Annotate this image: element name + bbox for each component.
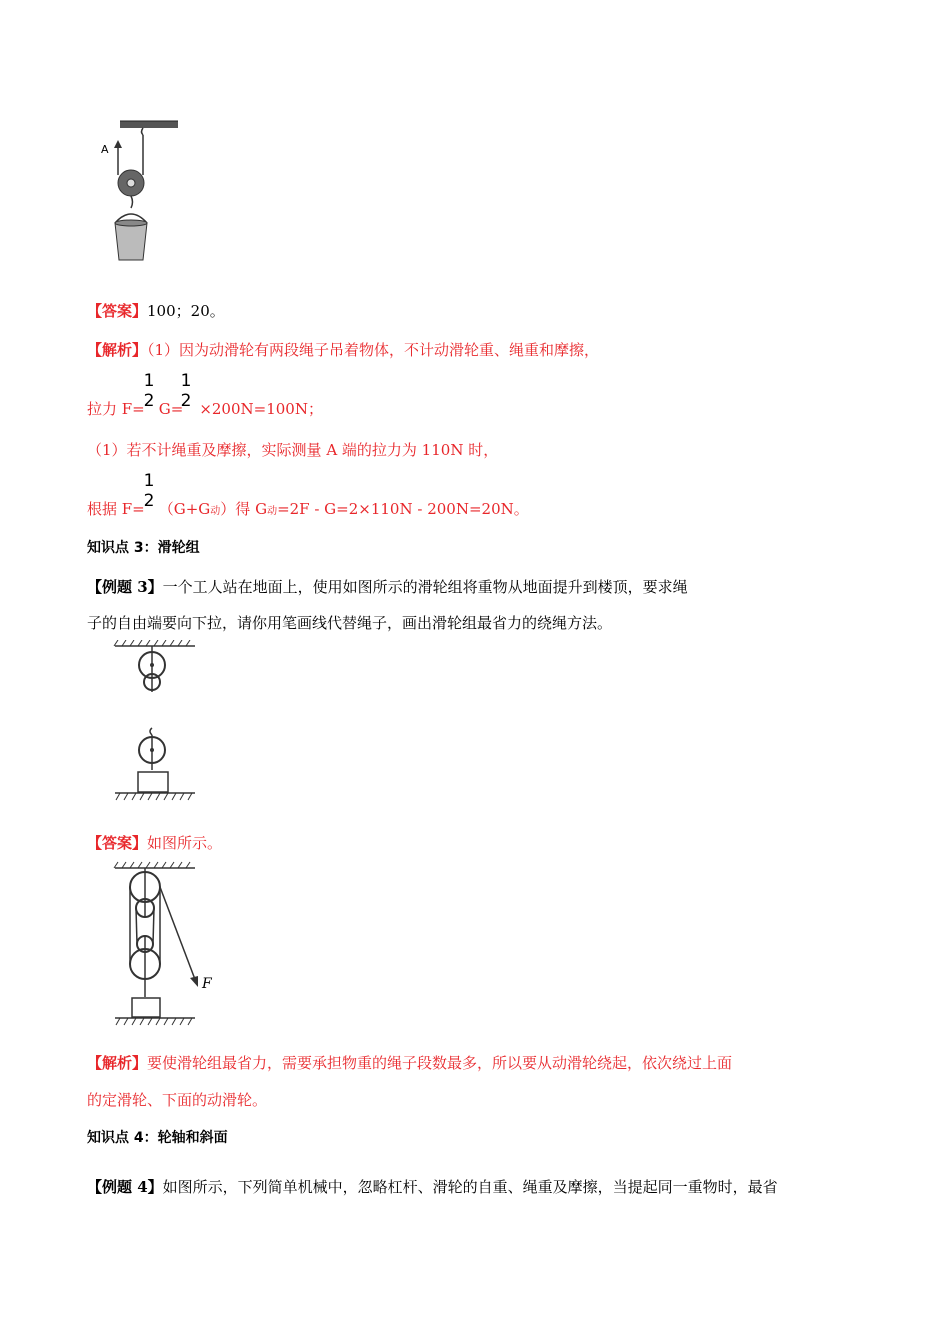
example-3-line-1 — [87, 577, 688, 597]
fraction-numerator: 1 — [143, 471, 155, 491]
example-4-line-1 — [87, 1177, 778, 1197]
analysis-tag: 【解析】 — [87, 1054, 148, 1072]
formula-mid: G= — [158, 400, 184, 418]
analysis-3-line-2 — [87, 1090, 267, 1110]
answer-tag: 【答案】 — [87, 302, 148, 320]
analysis-text: （1）因为动滑轮有两段绳子吊着物体，不计动滑轮重、绳重和摩擦， — [147, 341, 600, 359]
analysis-3-line-1 — [87, 1053, 732, 1073]
knowledge-point-4-title: 知识点 4：轮轴和斜面 — [87, 1130, 228, 1146]
analysis-1-line-3 — [87, 440, 498, 460]
example-text: 一个工人站在地面上，使用如图所示的滑轮组将重物从地面提升到楼顶，要求绳 — [162, 578, 688, 596]
fraction-denominator: 2 — [143, 491, 155, 511]
answer-text: 100；20。 — [147, 302, 225, 320]
fraction-denominator: 2 — [143, 391, 155, 411]
subscript: 动 — [210, 506, 221, 517]
example-text: 子的自由端要向下拉，请你用笔画线代替绳子，画出滑轮组最省力的绕绳方法。 — [87, 614, 613, 632]
example-3-line-2 — [87, 613, 612, 633]
analysis-1-line-4 — [87, 499, 529, 522]
formula-prefix: 拉力 F= — [87, 400, 145, 418]
analysis-text: （1）若不计绳重及摩擦，实际测量 A 端的拉力为 110N 时， — [87, 441, 499, 459]
subscript: 动 — [267, 506, 278, 517]
formula-part: ）得 G — [220, 500, 268, 518]
answer-3 — [87, 833, 222, 853]
knowledge-point-3-title: 知识点 3：滑轮组 — [87, 540, 200, 556]
example-tag: 【例题 4】 — [87, 1178, 163, 1196]
fraction-denominator: 2 — [180, 391, 192, 411]
fraction-numerator: 1 — [180, 371, 192, 391]
figure-movable-pulley — [95, 115, 190, 265]
formula-prefix: 根据 F= — [87, 500, 145, 518]
force-label: F — [202, 976, 212, 992]
figure-pulley-system-question — [110, 640, 205, 805]
formula-suffix: ×200N=100N； — [199, 400, 323, 418]
example-text: 如图所示，下列简单机械中，忽略杠杆、滑轮的自重、绳重及摩擦，当提起同一重物时，最省 — [162, 1178, 778, 1196]
analysis-text: 的定滑轮、下面的动滑轮。 — [87, 1091, 268, 1109]
analysis-tag: 【解析】 — [87, 341, 148, 359]
analysis-text: 要使滑轮组最省力，需要承担物重的绳子段数最多，所以要从动滑轮绕起，依次绕过上面 — [147, 1054, 733, 1072]
formula-part: （G+G — [158, 500, 211, 518]
example-tag: 【例题 3】 — [87, 578, 163, 596]
figure-label-a: A — [101, 143, 109, 156]
answer-tag: 【答案】 — [87, 834, 148, 852]
answer-text: 如图所示。 — [147, 834, 223, 852]
analysis-1-line-1 — [87, 340, 599, 360]
figure-pulley-system-answer — [110, 860, 230, 1030]
answer-1 — [87, 301, 225, 321]
analysis-1-line-2 — [87, 399, 323, 419]
formula-part: =2F - G=2×110N - 200N=20N。 — [277, 500, 529, 518]
fraction-numerator: 1 — [143, 371, 155, 391]
